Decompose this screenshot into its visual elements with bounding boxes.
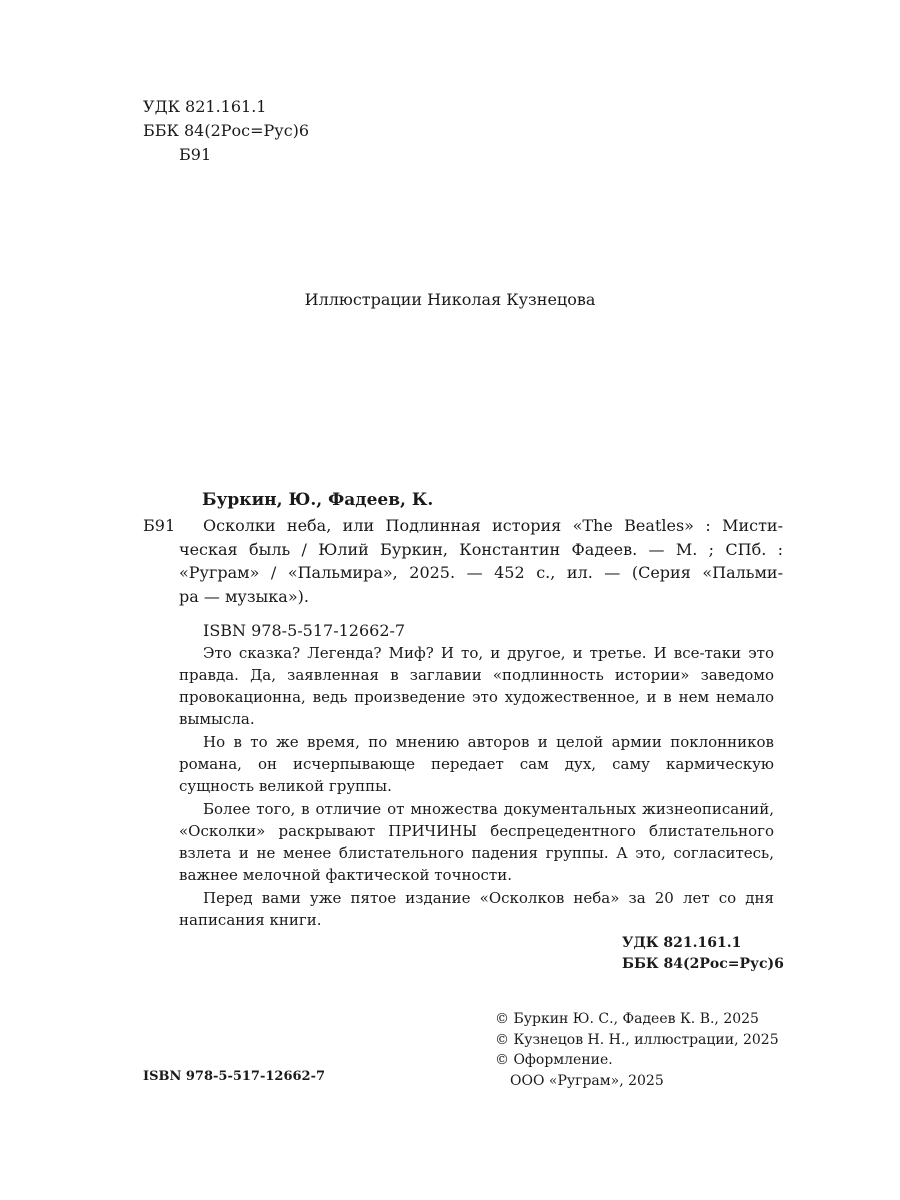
catalog-code: Б91: [143, 516, 176, 535]
catalog-isbn: ISBN 978-5-517-12662-7: [203, 621, 406, 640]
copyright-line-authors: © Буркин Ю. С., Фадеев К. В., 2025: [495, 1011, 759, 1027]
description-line-2: ческая быль / Юлий Буркин, Константин Фадеев. — М. ; СПб. :: [179, 539, 783, 559]
bbk-code: ББК 84(2Рос=Рус)6: [143, 121, 310, 140]
author-mark: Б91: [179, 145, 212, 164]
annotation: [179, 642, 774, 932]
description-line-1: Осколки неба, или Подлинная история «The Beatles» : Мисти-: [203, 516, 783, 535]
udk-code: УДК 821.161.1: [143, 97, 267, 116]
annotation-paragraph: Перед вами уже пятое издание «Осколков неба» за 20 лет со дня написания книги.: [179, 889, 774, 929]
annotation-paragraph: Это сказка? Легенда? Миф? И то, и другое, и третье. И все-таки это правда. Да, заявленная в заглавии «подлинность истории» заведомо провокационна, ведь произведение это художественное, и в нем немало вымысла.: [179, 644, 774, 728]
right-bbk: ББК 84(2Рос=Рус)6: [622, 956, 784, 972]
illustrations-credit: Иллюстрации Николая Кузнецова: [304, 290, 596, 309]
bottom-isbn: ISBN 978-5-517-12662-7: [143, 1069, 326, 1084]
right-udk: УДК 821.161.1: [622, 935, 742, 951]
description-line-3: «Ругрaм» / «Пальмира», 2025. — 452 с., ил. — (Серия «Пальми-: [179, 563, 783, 582]
annotation-paragraph: Но в то же время, по мнению авторов и целой армии поклонников романа, он исчерпывающе передает сам дух, саму кармическую сущность великой группы.: [179, 733, 774, 795]
catalog-description: [179, 514, 783, 608]
copyright-line-illustrations: © Кузнецов Н. Н., иллюстрации, 2025: [495, 1031, 779, 1048]
copyright-line-publisher: ООО «Ругрaм», 2025: [510, 1072, 664, 1089]
right-classification: [622, 933, 784, 975]
catalog-authors: Буркин, Ю., Фадеев, К.: [202, 490, 434, 510]
description-line-4: ра — музыка»).: [179, 586, 309, 606]
copyright-block: [495, 1009, 779, 1091]
classification-block: [143, 95, 309, 167]
catalog-record: [143, 514, 783, 643]
copyright-line-design: © Оформление.: [495, 1052, 613, 1068]
annotation-paragraph: Более того, в отличие от множества документальных жизнеописаний, «Осколки» раскрывают ПРИЧИНЫ беспрецедентного блистательного взлета и не менее блистательного падения группы. А это, согласитесь, важнее мелочной фактической точности.: [179, 800, 774, 884]
